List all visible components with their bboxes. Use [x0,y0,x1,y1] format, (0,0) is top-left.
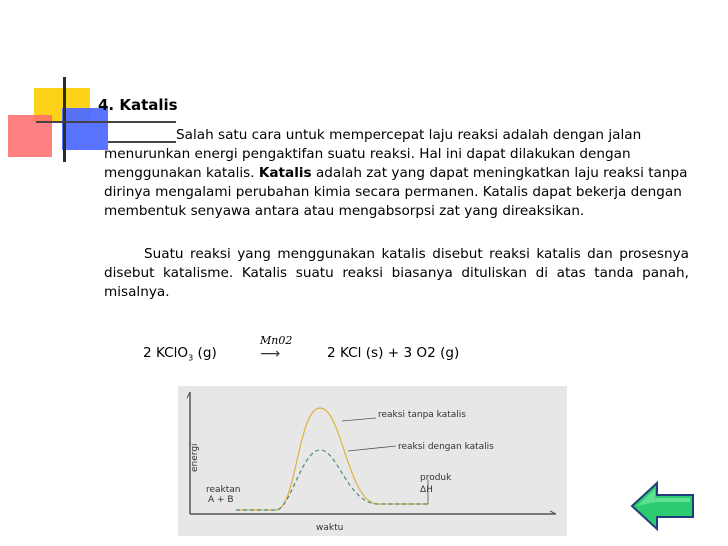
label-pointer-2 [348,446,396,451]
para2-text: Suatu reaksi yang menggunakan katalis disebut reaksi katalis dan prosesnya disebut katalisme. Katalis suatu reaksi biasanya dituliskan di atas tanda panah, misalnya. [104,246,689,300]
energy-diagram-svg [178,386,567,536]
label-product: produk [420,473,452,483]
label-pointer-1 [342,418,376,421]
label-catalyzed: reaksi dengan katalis [398,442,494,452]
decor-blue-square [62,108,108,150]
label-delta-h: ΔH [420,485,433,495]
x-axis-label: waktu [316,523,344,533]
catalyzed-curve [236,450,428,510]
uncatalyzed-curve [236,408,428,510]
paragraph-catalysis [104,245,689,302]
back-button[interactable] [629,480,697,532]
slide-title: 4. Katalis [98,96,178,114]
label-uncatalyzed: reaksi tanpa katalis [378,410,466,420]
paragraph-definition [104,126,689,221]
para1-text-a: Salah satu cara untuk mempercepat laju reaksi adalah dengan jalan menurunkan energi pengaktifan suatu reaksi. Hal ini dapat dilakukan dengan menggunakan katalis. [104,127,642,181]
label-reactant-formula: A + B [208,495,234,505]
decor-horizontal-line [36,121,176,123]
label-reactant: reaktan [206,485,241,495]
reaction-arrow-icon: ⟶ [260,346,281,362]
energy-diagram [178,386,567,536]
arrow-left-icon [629,480,697,532]
para1-bold-term: Katalis [258,165,312,181]
equation-catalyst: Mn02 [260,334,293,347]
y-axis-label: energi [190,443,200,472]
equation-product: 2 KCl (s) + 3 O2 (g) [327,345,460,361]
para1-text-b: adalah zat yang dapat meningkatkan laju reaksi tanpa dirinya mengalami perubahan kimia secara permanen. Katalis dapat bekerja dengan membentuk senyawa antara atau mengabsorpsi zat yang direaksikan. [104,165,688,219]
equation-reactant: 2 KClO$_3$ (g) [143,345,217,363]
decor-vertical-line [63,77,66,162]
